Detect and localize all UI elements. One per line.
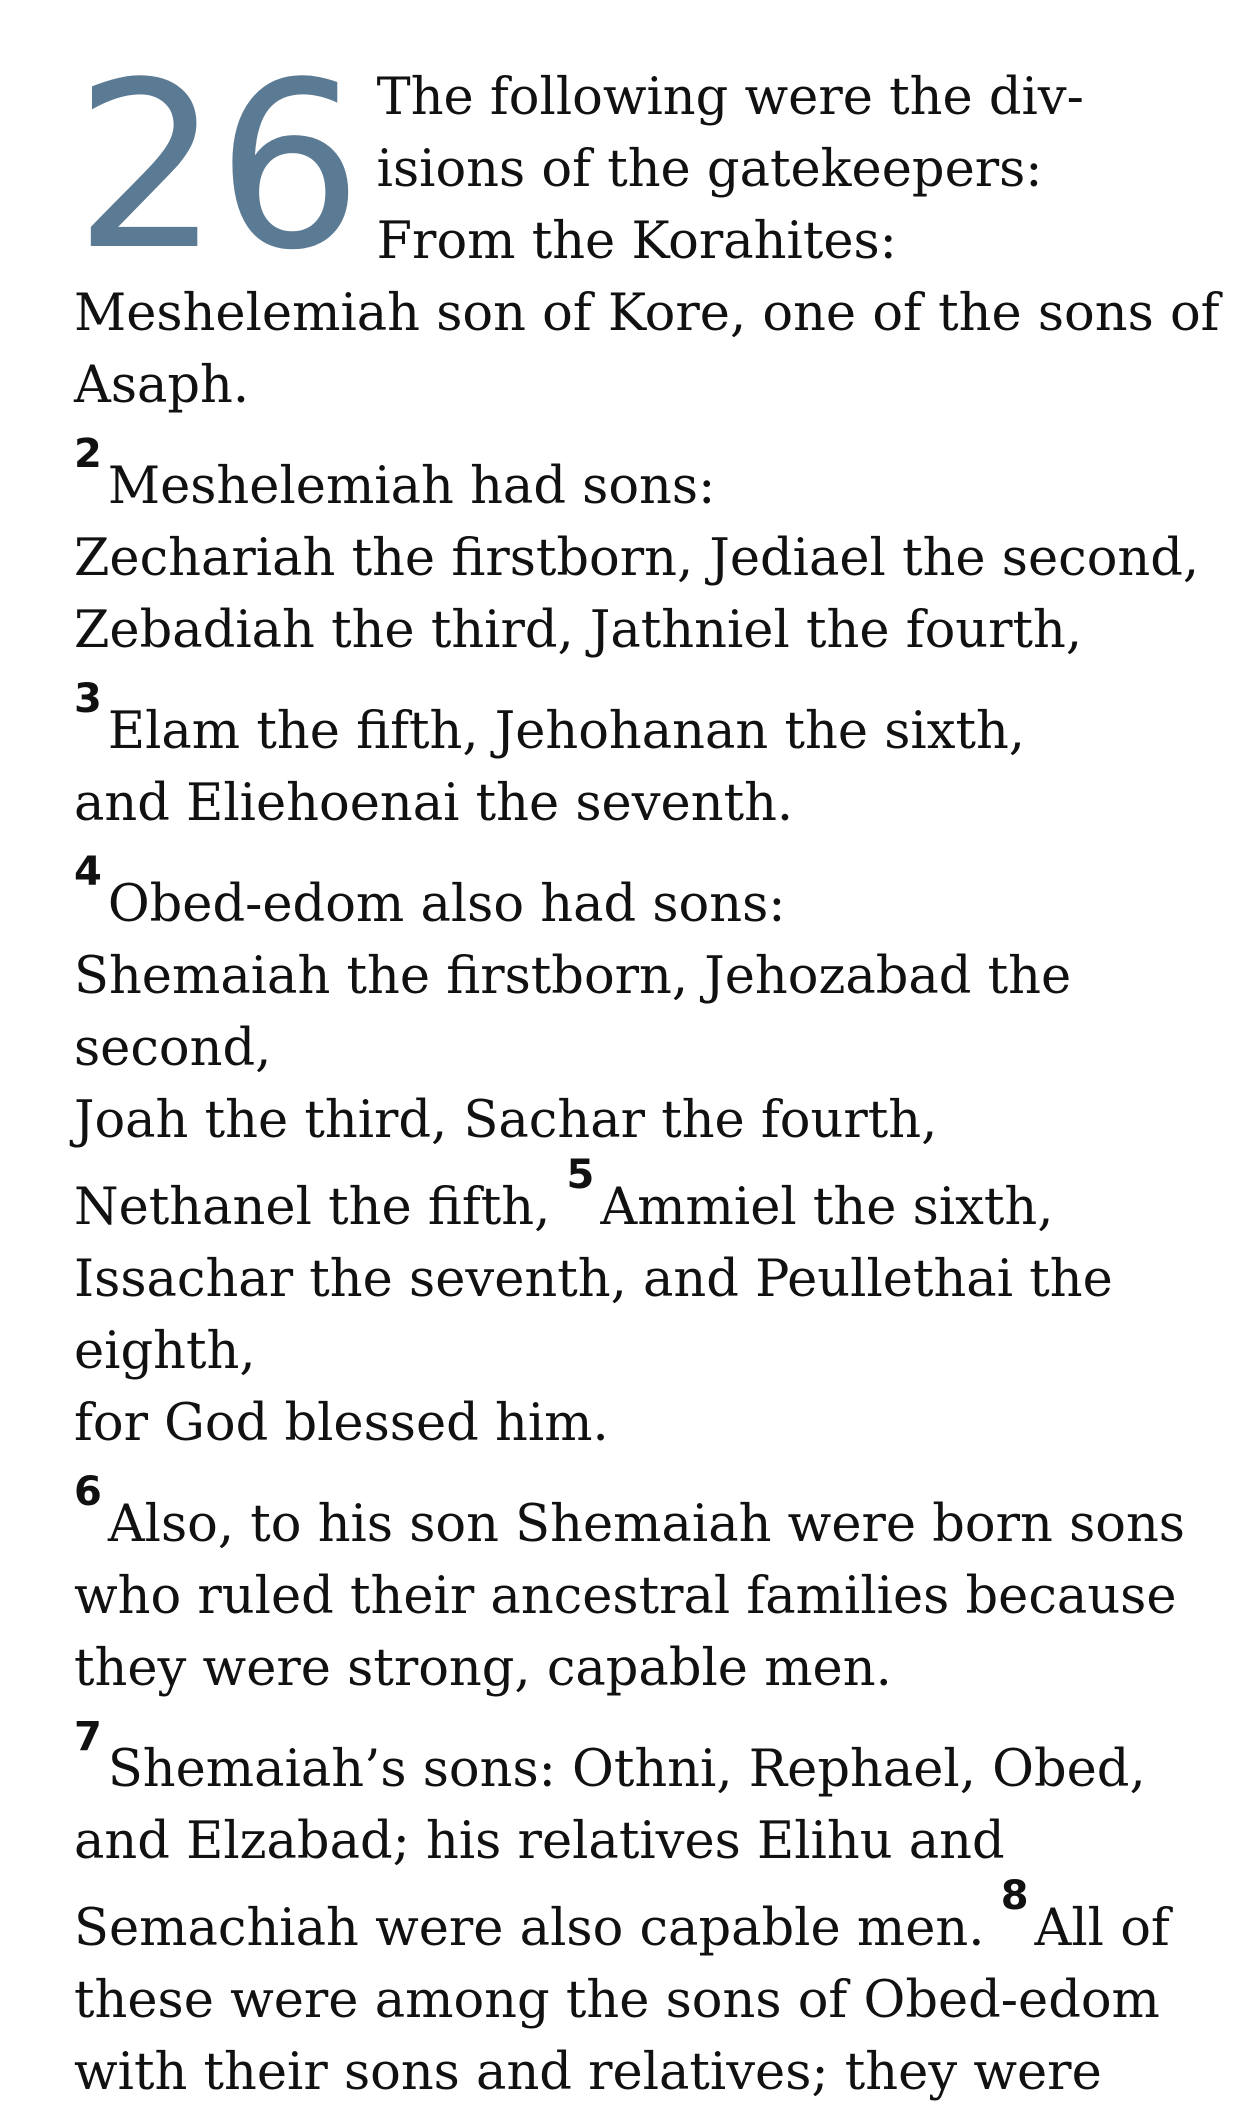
text-line: Meshelemiah had sons: (107, 457, 716, 516)
verse-line (74, 1873, 1194, 1965)
text-line: Shemaiah’s sons: Othni, Rephael, Obed, (107, 1740, 1146, 1799)
text-line: Issachar the seventh, and Peullethai the (74, 1250, 1113, 1309)
text-line: who ruled their ancestral families because (74, 1567, 1177, 1626)
text-line: and Eliehoenai the seventh. (74, 774, 794, 833)
verse-line (74, 1714, 1194, 1806)
text-line: Asaph. (74, 356, 250, 415)
text-line: Zebadiah the third, Jathniel the fourth, (74, 601, 1083, 660)
text-line: The following were the div- (376, 68, 1084, 127)
chapter-number: 26 (74, 34, 359, 301)
verse-line (74, 849, 1194, 941)
text-line: for God blessed him. (74, 1394, 609, 1453)
text-line: Joah the third, Sachar the fourth, (74, 1091, 938, 1150)
verse-number: 8 (1000, 1873, 1029, 1919)
text-line: Zechariah the firstborn, Jediael the second, (74, 529, 1200, 588)
text-line: Obed-edom also had sons: (107, 875, 786, 934)
verse-number: 3 (74, 676, 102, 722)
verse-line (74, 431, 1194, 523)
text-line: Meshelemiah son of Kore, one of the sons of (74, 284, 1220, 343)
text-line: eighth, (74, 1322, 256, 1381)
text-line: isions of the gatekeepers: (376, 140, 1043, 199)
text-line: All of (1034, 1899, 1170, 1958)
text-line: Nethanel the fifth, (74, 1178, 551, 1237)
text-line: these were among the sons of Obed-edom (74, 1971, 1160, 2030)
verse-number: 7 (74, 1714, 102, 1760)
text-line: Shemaiah the firstborn, Jehozabad the (74, 947, 1072, 1006)
text-line: they were strong, capable men. (74, 1639, 892, 1698)
text-line: Elam the fifth, Jehohanan the sixth, (107, 702, 1026, 761)
verse-number: 5 (566, 1152, 595, 1198)
text-line: and Elzabad; his relatives Elihu and (74, 1812, 1005, 1871)
verse-line (74, 676, 1194, 768)
verse-line (74, 1469, 1194, 1561)
text-line: Also, to his son Shemaiah were born sons (107, 1495, 1185, 1554)
verse-number: 6 (74, 1469, 102, 1515)
text-line: with their sons and relatives; they were (74, 2043, 1102, 2102)
text-line: second, (74, 1019, 272, 1078)
verse-number: 2 (74, 431, 102, 477)
text-line: From the Korahites: (376, 212, 897, 271)
text-line: Ammiel the sixth, (600, 1178, 1054, 1237)
verse-line (74, 1152, 1194, 1244)
text-line: Semachiah were also capable men. (74, 1899, 985, 1958)
scripture-text (74, 34, 1220, 2109)
verse-number: 4 (74, 849, 102, 895)
